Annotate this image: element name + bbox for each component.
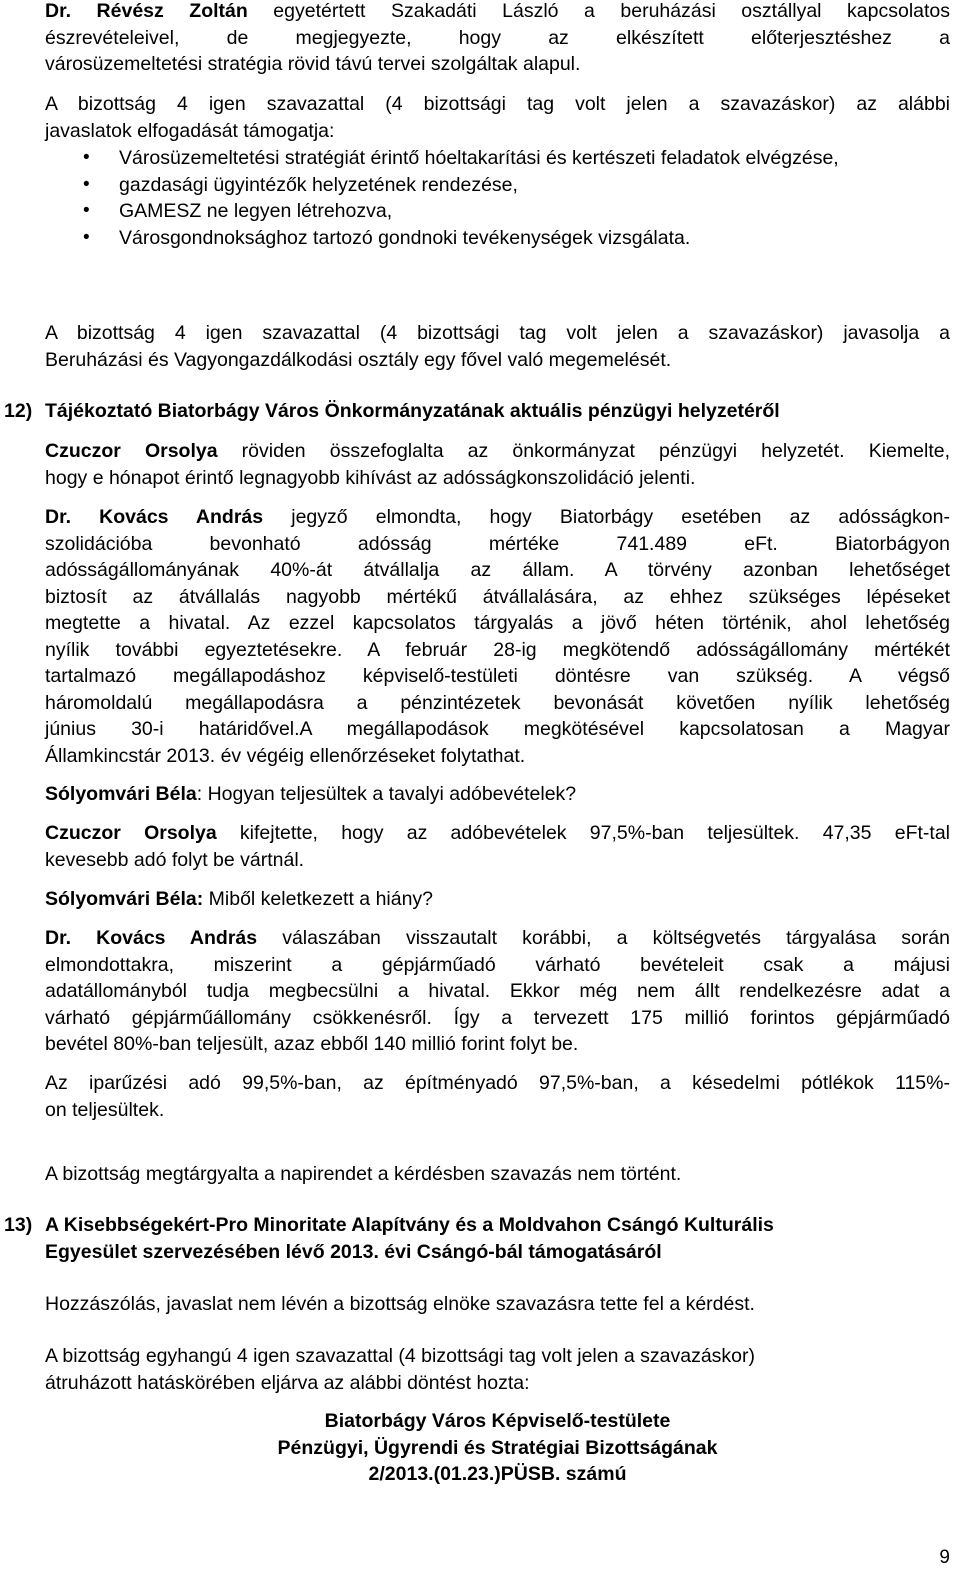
speaker-name: Czuczor Orsolya — [45, 822, 217, 844]
agenda-item-heading: Tájékoztató Biatorbágy Város Önkormányzatának aktuális pénzügyi helyzetéről — [45, 400, 780, 422]
paragraph-solyomvari-question-1: Sólyomvári Béla: Hogyan teljesültek a tavalyi adóbevételek? — [45, 783, 577, 805]
list-item: • GAMESZ ne legyen létrehozva, — [45, 198, 950, 225]
paragraph-revesz-statement: Dr. Révész Zoltán egyetértett Szakadáti László a beruházási osztállyal kapcsolatos észrevételeivel, de megjegyezte, hogy az elkészített előterjesztéshez a városüzemeltetési stratégia rövid távú tervei szolgáltak alapul. — [45, 0, 951, 75]
paragraph-czuczor-answer: Czuczor Orsolya kifejtette, hogy az adóbevételek 97,5%-ban teljesültek. 47,35 eFt-tal kevesebb adó folyt be vártnál. — [45, 822, 950, 871]
paragraph-no-vote: A bizottság megtárgyalta a napirendet a kérdésben szavazás nem történt. — [45, 1163, 682, 1185]
paragraph-kovacs-answer: Dr. Kovács András válaszában visszautalt korábbi, a költségvetés tárgyalása során elmondottakra, miszerint a gépjárműadó várható bevételeit csak a májusi adatállományból tudja megbecsülni a hivatal. Ekkor még nem állt rendelkezésre adat a várható gépjárműállomány csökkenésről. Így a tervezett 175 millió forintos gépjárműadó bevétel 80%-ban teljesült, azaz ebből 140 millió forint folyt be. — [45, 927, 950, 1055]
agenda-item-12-title — [4, 398, 950, 425]
speaker-name: Kovács András — [99, 506, 264, 528]
agenda-item-heading-line-1: A Kisebbségekért-Pro Minoritate Alapítvány és a Moldvahon Csángó Kulturális — [45, 1214, 774, 1236]
speaker-name: Révész Zoltán — [96, 0, 248, 22]
agenda-item-number: 13) — [4, 1214, 33, 1236]
paragraph-czuczor-summary: Czuczor Orsolya röviden összefoglalta az önkormányzat pénzügyi helyzetét. Kiemelte, hogy e hónapot érintő legnagyobb kihívást az adósságkonszolidáció jelenti. — [45, 440, 950, 489]
speaker-name: Kovács András — [96, 927, 258, 949]
proposal-list — [45, 145, 950, 251]
speaker-name: Sólyomvári Béla — [45, 783, 197, 805]
list-item: • Városüzemeltetési stratégiát érintő hóeltakarítási és kertészeti feladatok elvégzése, — [45, 145, 950, 172]
speaker-title: Dr. — [45, 0, 72, 22]
agenda-item-number: 12) — [4, 400, 33, 422]
decision-committee-name: Pénzügyi, Ügyrendi és Stratégiai Bizottságának — [277, 1436, 718, 1459]
paragraph-committee-recommendation: A bizottság 4 igen szavazattal (4 bizottsági tag volt jelen a szavazáskor) javasolja a Beruházási és Vagyongazdálkodási osztály egy fővel való megemelését. — [45, 322, 950, 371]
decision-number: 2/2013.(01.23.)PÜSB. számú — [368, 1463, 627, 1485]
speaker-name: Sólyomvári Béla: — [45, 888, 204, 910]
paragraph-kovacs-debt: Dr. Kovács András jegyző elmondta, hogy Biatorbágy esetében az adósságkon- szolidációba bevonható adósság mértéke 741.489 eFt. Biatorbágyon adósságállományának 40%-át átvállalja az állam. A törvény azonban lehetőséget biztosít az átvállalás nagyobb mértékű átvállalására, az ehhez szükséges lépéseket megtette a hivatal. Az ezzel kapcsolatos tárgyalás a jövő héten történik, ahol lehetőség nyílik további egyeztetésekre. A február 28-ig megkötendő adósságállomány mértékét tartalmazó megállapodáshoz képviselő-testületi döntésre van szükség. A végső háromoldalú megállapodásra a pénzintézetek bevonását követően nyílik lehetőség június 30-i határidővel.A megállapodások megkötésével kapcsolatosan a Magyar Államkincstár 2013. év végéig ellenőrzéseket folytathat. — [45, 506, 950, 767]
paragraph-tax-results: Az iparűzési adó 99,5%-ban, az építményadó 97,5%-ban, a késedelmi pótlékok 115%- on teljesültek. — [45, 1072, 950, 1121]
paragraph-committee-vote: A bizottság 4 igen szavazattal (4 bizottsági tag volt jelen a szavazáskor) az alábbi javaslatok elfogadását támogatja: — [45, 93, 950, 142]
decision-heading — [45, 1408, 950, 1488]
agenda-item-13-title — [4, 1212, 950, 1265]
list-item: • gazdasági ügyintézők helyzetének rendezése, — [45, 172, 950, 199]
speaker-name: Czuczor Orsolya — [45, 440, 218, 462]
speaker-title: Dr. — [45, 927, 72, 949]
page-number: 9 — [939, 1547, 950, 1568]
paragraph-solyomvari-question-2: Sólyomvári Béla: Miből keletkezett a hiány? — [45, 888, 434, 910]
speaker-title: Dr. — [45, 506, 72, 528]
list-item: • Városgondnoksághoz tartozó gondnoki tevékenységek vizsgálata. — [45, 225, 950, 252]
paragraph-unanimous-decision: A bizottság egyhangú 4 igen szavazattal (4 bizottsági tag volt jelen a szavazáskor) átruházott hatáskörében eljárva az alábbi döntést hozta: — [45, 1345, 755, 1394]
paragraph-chair-vote: Hozzászólás, javaslat nem lévén a bizottság elnöke szavazásra tette fel a kérdést. — [45, 1293, 755, 1315]
agenda-item-heading-line-2: Egyesület szervezésében lévő 2013. évi Csángó-bál támogatásáról — [45, 1240, 662, 1263]
decision-body-name: Biatorbágy Város Képviselő-testülete — [324, 1410, 671, 1432]
